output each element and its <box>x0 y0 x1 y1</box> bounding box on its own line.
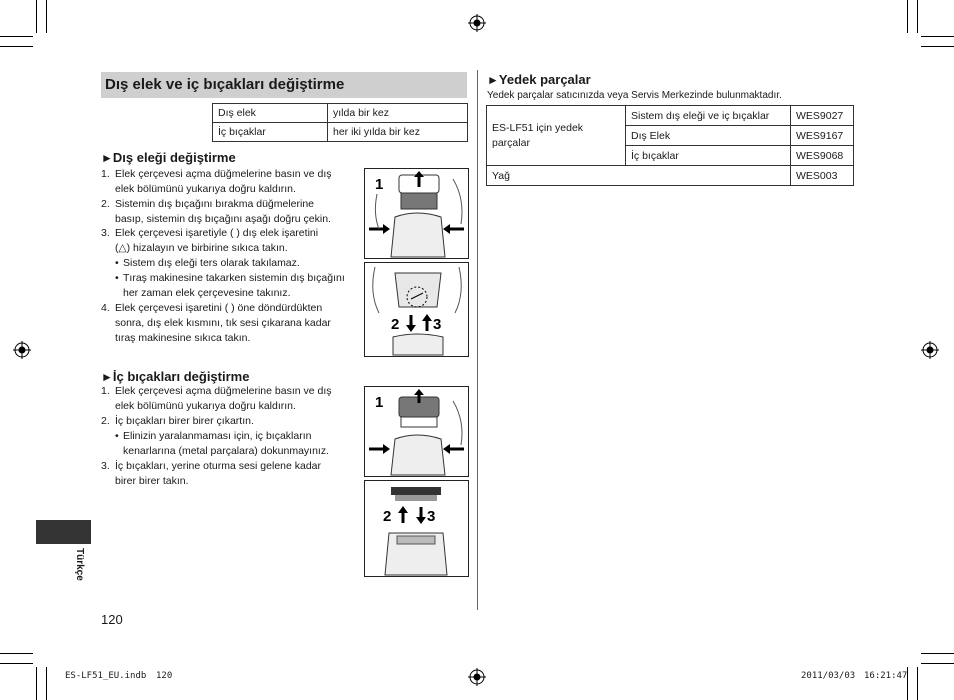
inner-blade-heading: ►İç bıçakları değiştirme <box>101 369 250 384</box>
footer-date: 2011/03/03 <box>801 671 856 681</box>
list-item-bullet: • Tıraş makinesine takarken sistemin dış bıçağını her zaman elek çerçevesine takınız. <box>115 272 345 299</box>
crop-mark <box>46 0 47 33</box>
registration-mark-icon <box>921 341 939 359</box>
illustration-inner-blade-replace <box>364 480 469 577</box>
triangle-bullet-icon: ► <box>101 370 113 384</box>
crop-mark <box>36 0 37 33</box>
crop-mark <box>36 667 37 700</box>
column-divider <box>477 70 478 610</box>
registration-mark-icon <box>468 14 486 32</box>
triangle-bullet-icon: ► <box>487 73 499 87</box>
list-item: 3. Elek çerçevesi işaretiyle ( ) dış elek işaretini (△) hizalayın ve birbirine sıkıca takın. <box>101 227 319 254</box>
table-cell-frequency: yılda bir kez <box>328 104 468 123</box>
illus-step-number: 2 <box>383 508 392 525</box>
crop-mark <box>921 46 954 47</box>
replacement-frequency-table <box>212 103 468 142</box>
illus-step-number: 3 <box>427 508 436 525</box>
illustration-outer-foil-remove <box>364 168 469 259</box>
list-item: 2. Sistemin dış bıçağını bırakma düğmelerine basıp, sistemin dış bıçağını aşağı doğru çekin. <box>101 198 331 225</box>
footer-time: 16:21:47 <box>864 671 908 681</box>
list-item: 1. Elek çerçevesi açma düğmelerine basın ve dış elek bölümünü yukarıya doğru kaldırın. <box>101 168 332 195</box>
crop-mark <box>0 663 33 664</box>
section-title-bar <box>101 72 467 98</box>
list-item: 4. Elek çerçevesi işaretini ( ) öne döndürdükten sonra, dış elek kısmını, tık sesi çıkarana kadar tıraş makinesine sıkıca takın. <box>101 302 331 344</box>
crop-mark <box>907 0 908 33</box>
illus-step-number: 3 <box>433 316 442 333</box>
list-item: 1. Elek çerçevesi açma düğmelerine basın ve dış elek bölümünü yukarıya doğru kaldırın. <box>101 385 332 412</box>
illus-step-number: 1 <box>375 394 384 411</box>
table-cell-part: İç bıçaklar <box>213 123 328 142</box>
spare-parts-heading: ►Yedek parçalar <box>487 72 591 87</box>
illustration-outer-foil-attach <box>364 262 469 357</box>
footer-page: 120 <box>156 671 173 681</box>
crop-mark <box>921 653 954 654</box>
crop-mark <box>917 667 918 700</box>
language-tab <box>36 520 91 544</box>
list-item: 3. İç bıçakları, yerine oturma sesi gelene kadar birer birer takın. <box>101 460 322 487</box>
table-cell-part-code: WES9068 <box>791 146 854 166</box>
table-cell-part-name: Sistem dış eleği ve iç bıçaklar <box>626 106 791 126</box>
table-cell-group: ES-LF51 için yedek parçalar <box>487 106 626 166</box>
table-row <box>487 166 854 186</box>
table-cell-part-code: WES9167 <box>791 126 854 146</box>
table-cell-part: Dış elek <box>213 104 328 123</box>
spare-parts-table <box>486 105 854 186</box>
spare-parts-intro: Yedek parçalar satıcınızda veya Servis Merkezinde bulunmaktadır. <box>487 90 782 101</box>
table-cell-part-code: WES9027 <box>791 106 854 126</box>
table-cell-part-name: Dış Elek <box>626 126 791 146</box>
crop-mark <box>921 663 954 664</box>
section-title: Dış elek ve iç bıçakları değiştirme <box>105 76 345 93</box>
outer-foil-heading: ►Dış eleği değiştirme <box>101 150 236 165</box>
table-row <box>213 123 468 142</box>
table-cell-part-name: Yağ <box>487 166 791 186</box>
footer-file-name: ES-LF51_EU.indb <box>65 671 147 681</box>
table-cell-part-name: İç bıçaklar <box>626 146 791 166</box>
crop-mark <box>0 653 33 654</box>
triangle-bullet-icon: ► <box>101 151 113 165</box>
illus-step-number: 2 <box>391 316 400 333</box>
language-label: Türkçe <box>74 548 85 581</box>
page-number: 120 <box>101 612 123 627</box>
table-cell-frequency: her iki yılda bir kez <box>328 123 468 142</box>
registration-mark-icon <box>468 668 486 686</box>
crop-mark <box>0 46 33 47</box>
table-row <box>213 104 468 123</box>
illustration-inner-blade-open <box>364 386 469 477</box>
illus-step-number: 1 <box>375 176 384 193</box>
crop-mark <box>46 667 47 700</box>
table-cell-part-code: WES003 <box>791 166 854 186</box>
crop-mark <box>921 36 954 37</box>
list-item-bullet: • Elinizin yaralanmaması için, iç bıçakların kenarlarına (metal parçalara) dokunmayınız. <box>115 430 330 457</box>
table-row <box>487 106 854 126</box>
crop-mark <box>0 36 33 37</box>
crop-mark <box>917 0 918 33</box>
registration-mark-icon <box>13 341 31 359</box>
